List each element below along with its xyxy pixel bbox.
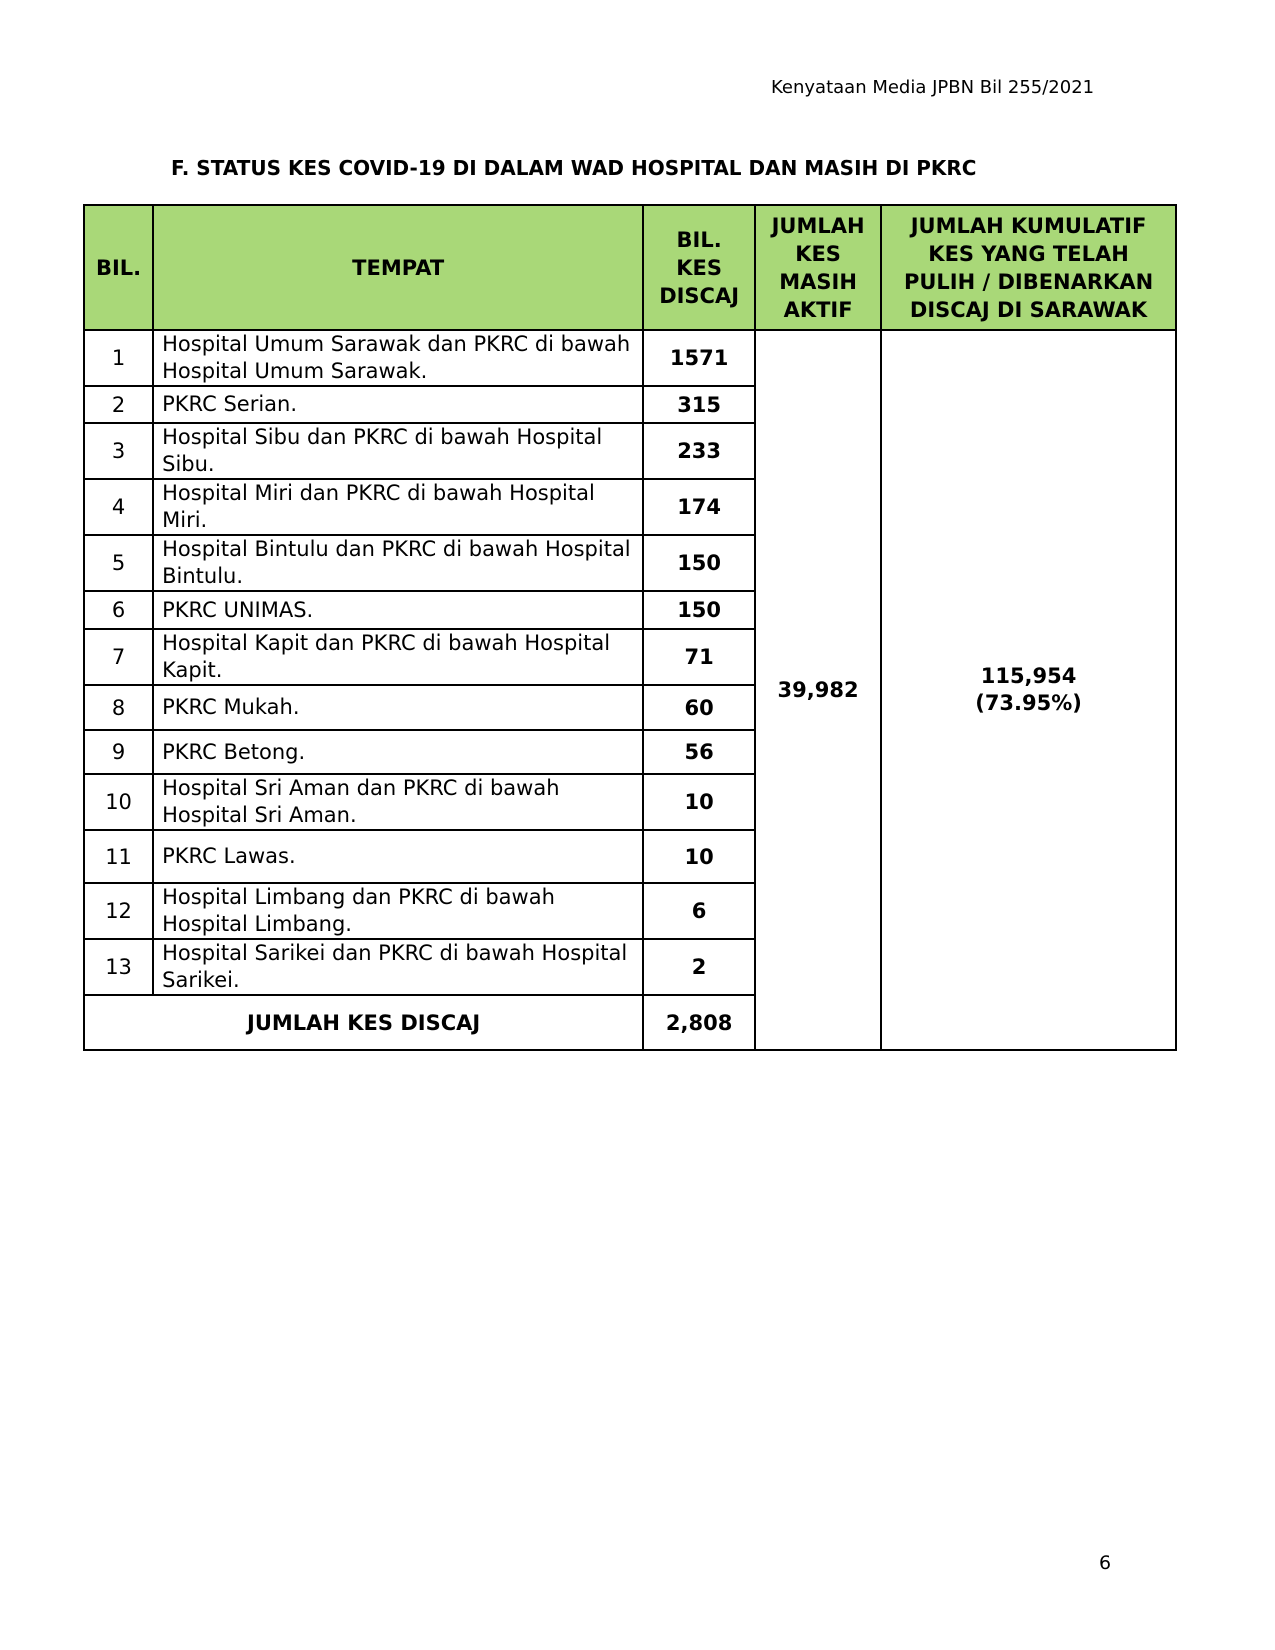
row-tempat: Hospital Umum Sarawak dan PKRC di bawah Hospital Umum Sarawak. (153, 330, 643, 386)
row-bil: 13 (84, 939, 153, 995)
table-row (84, 330, 1176, 386)
row-bil: 12 (84, 883, 153, 939)
row-bil: 6 (84, 591, 153, 629)
row-tempat: Hospital Sri Aman dan PKRC di bawah Hospital Sri Aman. (153, 774, 643, 830)
row-discaj: 6 (643, 883, 755, 939)
header-tempat: TEMPAT (153, 205, 643, 330)
header-jumlah-kumulatif: JUMLAH KUMULATIF KES YANG TELAH PULIH / DIBENARKAN DISCAJ DI SARAWAK (881, 205, 1176, 330)
row-bil: 4 (84, 479, 153, 535)
row-bil: 7 (84, 629, 153, 685)
discharge-status-table (83, 204, 1177, 1051)
row-discaj: 60 (643, 685, 755, 730)
row-tempat: Hospital Limbang dan PKRC di bawah Hospital Limbang. (153, 883, 643, 939)
row-bil: 8 (84, 685, 153, 730)
document-reference: Kenyataan Media JPBN Bil 255/2021 (771, 77, 1095, 98)
header-bil-kes-discaj: BIL. KES DISCAJ (643, 205, 755, 330)
page-number: 6 (1099, 1552, 1112, 1574)
row-discaj: 150 (643, 535, 755, 591)
row-discaj: 10 (643, 830, 755, 883)
row-bil: 11 (84, 830, 153, 883)
row-tempat: Hospital Sarikei dan PKRC di bawah Hospital Sarikei. (153, 939, 643, 995)
row-discaj: 315 (643, 386, 755, 423)
section-title: F. STATUS KES COVID-19 DI DALAM WAD HOSPITAL DAN MASIH DI PKRC (171, 156, 977, 180)
row-bil: 10 (84, 774, 153, 830)
row-tempat: Hospital Sibu dan PKRC di bawah Hospital Sibu. (153, 423, 643, 479)
row-discaj: 174 (643, 479, 755, 535)
row-tempat: Hospital Bintulu dan PKRC di bawah Hospital Bintulu. (153, 535, 643, 591)
header-bil: BIL. (84, 205, 153, 330)
jumlah-kumulatif-value: 115,954 (73.95%) (881, 330, 1176, 1050)
row-tempat: PKRC Lawas. (153, 830, 643, 883)
row-bil: 3 (84, 423, 153, 479)
header-jumlah-kes-masih-aktif: JUMLAH KES MASIH AKTIF (755, 205, 881, 330)
row-bil: 1 (84, 330, 153, 386)
row-tempat: PKRC Serian. (153, 386, 643, 423)
jumlah-kes-masih-aktif-value: 39,982 (755, 330, 881, 1050)
row-tempat: PKRC UNIMAS. (153, 591, 643, 629)
row-discaj: 150 (643, 591, 755, 629)
row-discaj: 233 (643, 423, 755, 479)
row-bil: 5 (84, 535, 153, 591)
table-header-row (84, 205, 1176, 330)
row-bil: 9 (84, 730, 153, 774)
row-tempat: Hospital Kapit dan PKRC di bawah Hospital Kapit. (153, 629, 643, 685)
row-discaj: 10 (643, 774, 755, 830)
row-bil: 2 (84, 386, 153, 423)
row-discaj: 2 (643, 939, 755, 995)
row-discaj: 1571 (643, 330, 755, 386)
total-value: 2,808 (643, 995, 755, 1050)
row-tempat: Hospital Miri dan PKRC di bawah Hospital Miri. (153, 479, 643, 535)
total-label: JUMLAH KES DISCAJ (84, 995, 643, 1050)
row-discaj: 56 (643, 730, 755, 774)
row-discaj: 71 (643, 629, 755, 685)
row-tempat: PKRC Betong. (153, 730, 643, 774)
row-tempat: PKRC Mukah. (153, 685, 643, 730)
